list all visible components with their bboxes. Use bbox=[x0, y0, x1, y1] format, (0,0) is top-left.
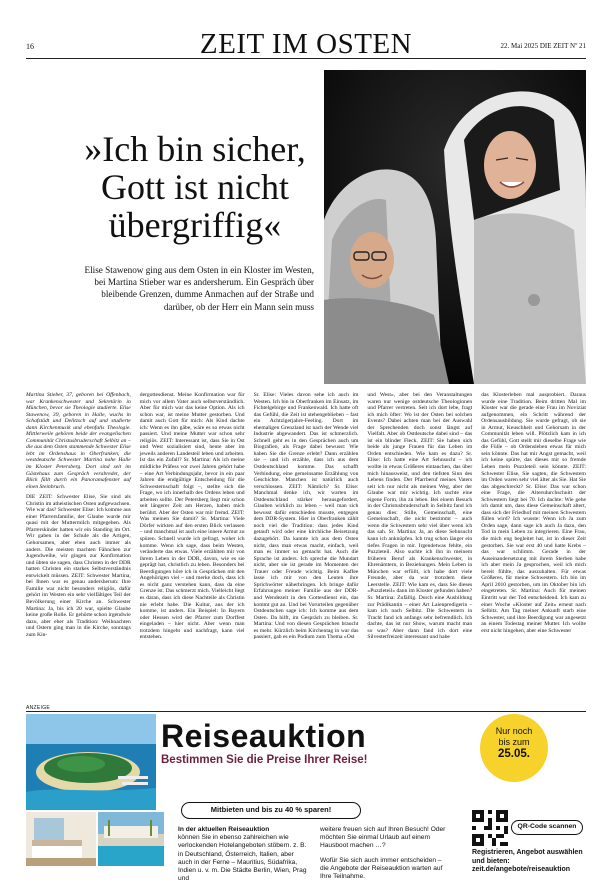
ad-text: Wofür Sie sich auch immer entscheiden – die Angebote der Reiseauktion warten auf Ihre Teilnahme. bbox=[320, 856, 443, 881]
ad-text: weitere freuen sich auf Ihren Besuch! Oder möchten Sie einmal Urlaub auf einem Hausboot machen …? bbox=[320, 826, 446, 850]
column-4 bbox=[367, 392, 472, 703]
column-2 bbox=[140, 392, 245, 703]
column-text: DIE ZEIT: Schwester Elise, Sie sind als Christin im atheistischen Osten aufgewachsen. Wie war das? Schwester Elise: Ich komme aus einer Pfarrersfamilie, der Glaube wurde mir quasi mit der Muttermilch mitgegeben. Als Pfarrerskinder hatten wir ein Standing im Ort. Wir gaben in der Schule als die Artigen, Gehorsamen, aber eben auch immer als anders. Die meisten machten Fähnchen zur Jugendweihe, wir gingen zur Konfirmation und übten sie sagen, dass Christen in der DDR hatten Christen ein starkes Selbstverständnis entwickelt müssen. ZEIT: Schwester Martina, bei Ihnen war es genau andersherum: Ihre Familie war nicht besonders religiös, dafür gehört im Westen ein sehr vielfältiges Teil der Bevölkerung einer Kirche an. Schwester Martina: Ja, bis ich 20 war, spielte Glaube keine große Rolle. Er gehörte schon irgendwie dazu, aber eher als Tradition: Weihnachten und Ostern ging man in die Kirche, sonntags zum Kin- bbox=[26, 494, 131, 638]
header-rule bbox=[26, 58, 586, 59]
advertisement[interactable] bbox=[26, 714, 586, 883]
dateline: 22. Mai 2025 DIE ZEIT Nº 21 bbox=[500, 42, 586, 50]
ad-divider bbox=[26, 711, 586, 712]
qr-scan-button[interactable]: QR-Code scannen bbox=[511, 820, 583, 835]
column-text: und West«, aber bei den Veranstaltungen waren nur wenige ostdeutsche Theologinnen und Pfarrer vertreten. Seit ich dort lebe, fragt ich mich öfter: Wo ist der Osten bei solchen Events? Dabei achten man bei der Auswahl der Sprechenden doch sonst längst auf Vielfalt. Aber ob Ostdeutsche dabei sind – das ist ein blinder Fleck. ZEIT: Sie haben sich beide als junge Frauen für das Leben im Orden entschieden. Wie kam es dazu? Sr. Elise: Ich hatte eine Art Sehnsucht – ich wollte in etwas Größeres eintauchen, das über mich hinausweist, und den tiefsten Sinn des Lebens finden. Der Pfarrberuf meines Vaters seit ich nur nicht als meinen Weg, aber der Glaube war mir wichtig. Ich suchte eine eigene Form, ihn zu leben. Bei einem Besuch in der Christusbruderschaft in Selbitz fand ich genau dies: Stille, Gemeinschaft, eine Gemeinschaft, die nicht bestimmt – auch wenn die Schwestern sehr viel über wenn ich das sah. Sr. Martina: Ja, an diese Sehnsucht kann ich anknüpfen. Ich trug schon länger ein tiefes Fragen in mir. Irgendetwas fehlte, ein Puzzleteil. Also suchte ich ihn in meinem früheren Beruf als Krankenschwester, in Ehrenämtern, in Beziehungen. Mein Leben in München war erfüllt, ich habe dort viele Freunde, aber da war trotzdem diese Leerstelle. ZEIT: Wie kam es, dass Sie dieses »Puzzleteil« dann im Kloster gefunden haben? Sr. Martina: Zufällig. Durch eine Ausbildung zur Prädikantin – einer Art Laienpredigerin – kam ich nach Selbitz. Die Schwestern in Tracht fand ich anfangs sehr befremdlich. Ich dachte, das ist nur Show, warum macht man so was? Aber dann fand ich dort eine Silvesterfreizeit interessant und habe bbox=[367, 392, 473, 641]
ad-text-col-1 bbox=[178, 826, 308, 883]
ad-label: ANZEIGE bbox=[26, 705, 53, 711]
column-text: Sr. Elise: Vieles davon sehe ich auch im Westen. Ich bin in Oberfranken im Einsatz, im Fichtelgebirge und Frankenwald. Ich hatte oft das Gefühl, die Zeit ist stehengeblieben – fast ein Achtzigerjahre-Feeling. Dort im ehemaligen Grenzland ist nach der Wende viel Industrie abgewandert. Das ist schmerzlich. Schnell geht es in den Gesprächen auch um Biografien, als Frage dabei bewusst: Wie haben Sie die Grenze erlebt? Dann erzählen sie – und ich erzähle, dass ich aus dem Ostdeutschland komme. Das schafft Verbindung, eine gemeinsame Erzählung von Geschichte. Manchen ist natürlich auch verschlossen. ZEIT: Nämlich? Sr. Elise: Manchmal denke ich, wir warten im Ostdeutschland stärker herausgefordert, Glauben wirklich zu leben – weil man sich bewusst dafür entschieden musste, entgegen dem DDR-System. Hier in Oberfranken zählt noch viel die Tradition: dass jedes Kind getauft wird oder eine kirchliche Beisetzung dazugehört. Da kannte ich aus dem Osten nicht, dass man etwas macht, einfach, weil man es immer so gemacht hat. Auch die Sprache ist anders. Ich spreche die Mundart nicht, aber sie ist gerade im Momenten der Trauer oder Freude wichtig. Beim Kaffee lasse ich mir von den Leuten ihre Sprichwörter näherbringen. Ich bringe dafür Erfahrungen meiner Familie aus der DDR- und Wendezeit in den Gottesdienst ein, das kommt gut an. Und bei Vorurteilen gegenüber Ostdeutschen sage ich: Ich komme aus dem Osten. Da hilft, im Gespräch zu bleiben. Sr. Martina: Und von diesen Gesprächen braucht es mehr. Kürzlich beim Kirchentag in war das passiert, gab es ein Podium zum Thema »Ost bbox=[253, 392, 359, 641]
resort-pool-photo bbox=[98, 812, 164, 866]
article-headline: »Ich bin sicher, Gott ist nicht übergriffig« bbox=[84, 129, 306, 245]
ad-lead: In der aktuellen Reiseauktion bbox=[178, 826, 270, 833]
column-text: das Klosterleben mal ausprobiert. Daraus wurde eine Tradition. Beim dritten Mal im Kloster war die gerade eine Frau im Noviziat aufgenommen, ein Schritt während der Ordensausbildung. Sie wurde gefragt, ob sie in Armut, Keuschheit und Gehorsam in der Communität leben will. Plötzlich kam in ich das Gefühl, Gott stellt mir dieselbe Frage wie die Fülle – ob Ordensleben etwas für mich sein könnte. Das hat mir Angst gemacht, weil ich keine spürte, das dieses mir so fremde Leben mein Puzzleteil sein könnte. ZEIT: Schwester Elise, Sie sagten, die Schwestern im Orden waren sehr viel älter als Sie. Hat Sie das abgeschreckt? Sr. Elise: Das war schon eine Frage, die Altersdurchschnitt der Schwestern liegt bei 70. Ich dachte: Wie gehe ich damit um, dass diese Gemeinschaft altert, dass sich der Friedhof mit meinen Schwestern füllen wird? Ich wusste: Wenn ich Ja zum Orden sage, dann sage ich auch Ja dazu, den Tod in mein Leben zu integrieren. Eine Frau, die mich eng begleitet hat, ist in dieser Zeit gestorben. Sie war erst 40 und hatte Krebs – das war schlimm. Gerade in der Auseinandersetzung mit ihrem Sterben habe ich aber mein Ja gesprochen, weil ich mich bereit fühlte, das auszuhalten. Für etwas Größeres, für meine Schwestern. Ich bin im April 2010 gestorben, um im Oktober bin ich eingetreten. Sr. Martina: Auch für meinen Eintritt war der Tod entscheidend. Ich kam zu einer Woche »Kloster auf Zeit« erneut nach Selbitz. Am Tag meiner Ankunft starb eine Schwester, und ihre Beerdigung war angesetzt an einem Todestag meiner Mutter. Ich wollte erst nicht hingehen, aber eine Schwester bbox=[481, 392, 586, 634]
ad-text-col-2 bbox=[320, 826, 450, 887]
qr-code-icon[interactable] bbox=[472, 810, 508, 846]
column-text: dergottesdienst. Meine Konfirmation war für mich vor allem Vater auch selbstverständlich. Aber für mich war das keine Option. Als ich schon war, ist meine Mutter gestorben. Und damit auch Gott für mich: Als Kind dachte ich: Wenn es ihn gäbe, wäre es so etwas nicht passiert. Und meine Mutter war schon sehr religiös. ZEIT: Interessant ist, dass Sie in Ost und West sozialisiert sind, heute aber im jeweils anderen Landesteil leben und arbeiten. Ist das ein Zufall? Sr. Martina: Als ich meine mildliche Präfess vor zwei Jahren gehört habe – eine Art Verbindungsjahr, bevor in ein paar Jahren die endgültige Entscheidung für die Schwesternschaft folgt –, stellte sich die Frage, wo ich innerhalb des Ordens leben und arbeiten sollte. Der Petersberg liegt mir schon seit längerer Zeit am Herzen, haben mich berührt. Aber der Osten war mir fremd. ZEIT: Was meinen Sie damit? Sr. Martina: Viele Dörfer wirkten auf den ersten Blick verlassen – und manchmal ist auch eine innere Armut zu spüren. Schnell wurde ich gefragt, woher ich komme. Wenn ich sage, dass beim Westen, veränderte das etwas. Viele erzählten mir von ihrem Leben in der DDR, davon, wie es sie geprägt hat, christlich zu leben. Besonders bei Beerdigungen höre ich in Gesprächen mit den Angehörigen viel – und merke doch, dass ich es nicht ganz verstehen kann, dass da eine Grenze ist. Das schmerzt mich. Vielleicht liegt es daran, dass ich diese Nachteile als Christin nie erlebt habe. Die Kultur, aus der ich komme, ist anders. Ein Beispiel: In Bayern oder Hessen wird der Pfarrer zum Dorffest eingeladen – hier nicht. Aber wenn man trotzdem hingeht und nachfragt, kann viel entstehen. bbox=[139, 392, 245, 641]
hotel-room-photo bbox=[26, 812, 96, 866]
column-3 bbox=[254, 392, 359, 703]
page-number: 16 bbox=[26, 42, 34, 51]
badge-date: 25.05. bbox=[498, 748, 530, 760]
ad-title: Reiseauktion bbox=[161, 718, 367, 754]
nuns-illustration bbox=[324, 70, 586, 384]
column-5 bbox=[481, 392, 586, 703]
bio-intro: Martina Stieber, 37, geboren bei Offenbach, war Krankenschwester und Sekretärin in München, bevor sie Theologie studierte. Elise Stawenow, 39, geboren in Halle, wuchs in Schafstädt und Delitzsch auf und studierte dann Kirchenmusik und ebenfalls Theologie. Mittlerweile gehören beide der evangelischen Communität Christusbruderschaft Selbitz an – die aus dem Osten stammende Schwester Elise lebt im Ordenshaus in Oberfranken, die westdeutsche Schwester Martina nahe Halle im Kloster Petersberg. Dort sind seit im Gästehaus zum Gespräch verabredet, der Blick fällt durch ein Panoramafenster auf einen Steinbruch. bbox=[26, 392, 131, 490]
nuns-photo bbox=[324, 70, 586, 384]
deadline-badge bbox=[480, 714, 548, 782]
column-1 bbox=[26, 392, 131, 703]
article-body bbox=[26, 392, 586, 703]
register-text[interactable]: Registrieren, Angebot auswählen und bieten: zeit.de/angebote/reiseauktion bbox=[472, 849, 583, 873]
section-masthead: ZEIT IM OSTEN bbox=[199, 28, 413, 60]
badge-line-1: Nur noch bbox=[495, 726, 533, 736]
ad-subtitle: Bestimmen Sie die Preise Ihrer Reise! bbox=[161, 754, 368, 766]
article-intro: Elise Stawenow ging aus dem Osten in ein Kloster im Westen, bei Martina Stieber war es andersherum. Ein Gespräch über bleibende Grenzen, dumme Anmachen auf der Straße und darüber, ob der Herr ein Mann sein muss bbox=[84, 265, 314, 312]
bid-save-pill[interactable]: Mitbieten und bis zu 40 % sparen! bbox=[181, 802, 361, 819]
island-photo bbox=[26, 714, 156, 810]
ad-text: können Sie in ebenso zahlreichen wie verlockenden Hotelangeboten stöbern. z. B. in Deutschland, Österreich, Italien, aber auch in der Ferne – Mauritius, Südafrika, Indien u. v. m. Die Städte Berlin, Wien, Prag und bbox=[178, 834, 307, 883]
badge-line-2: bis zum bbox=[498, 737, 530, 747]
photo-credit: Fotos: M. Ahrens/Die Zeit bbox=[577, 300, 581, 340]
